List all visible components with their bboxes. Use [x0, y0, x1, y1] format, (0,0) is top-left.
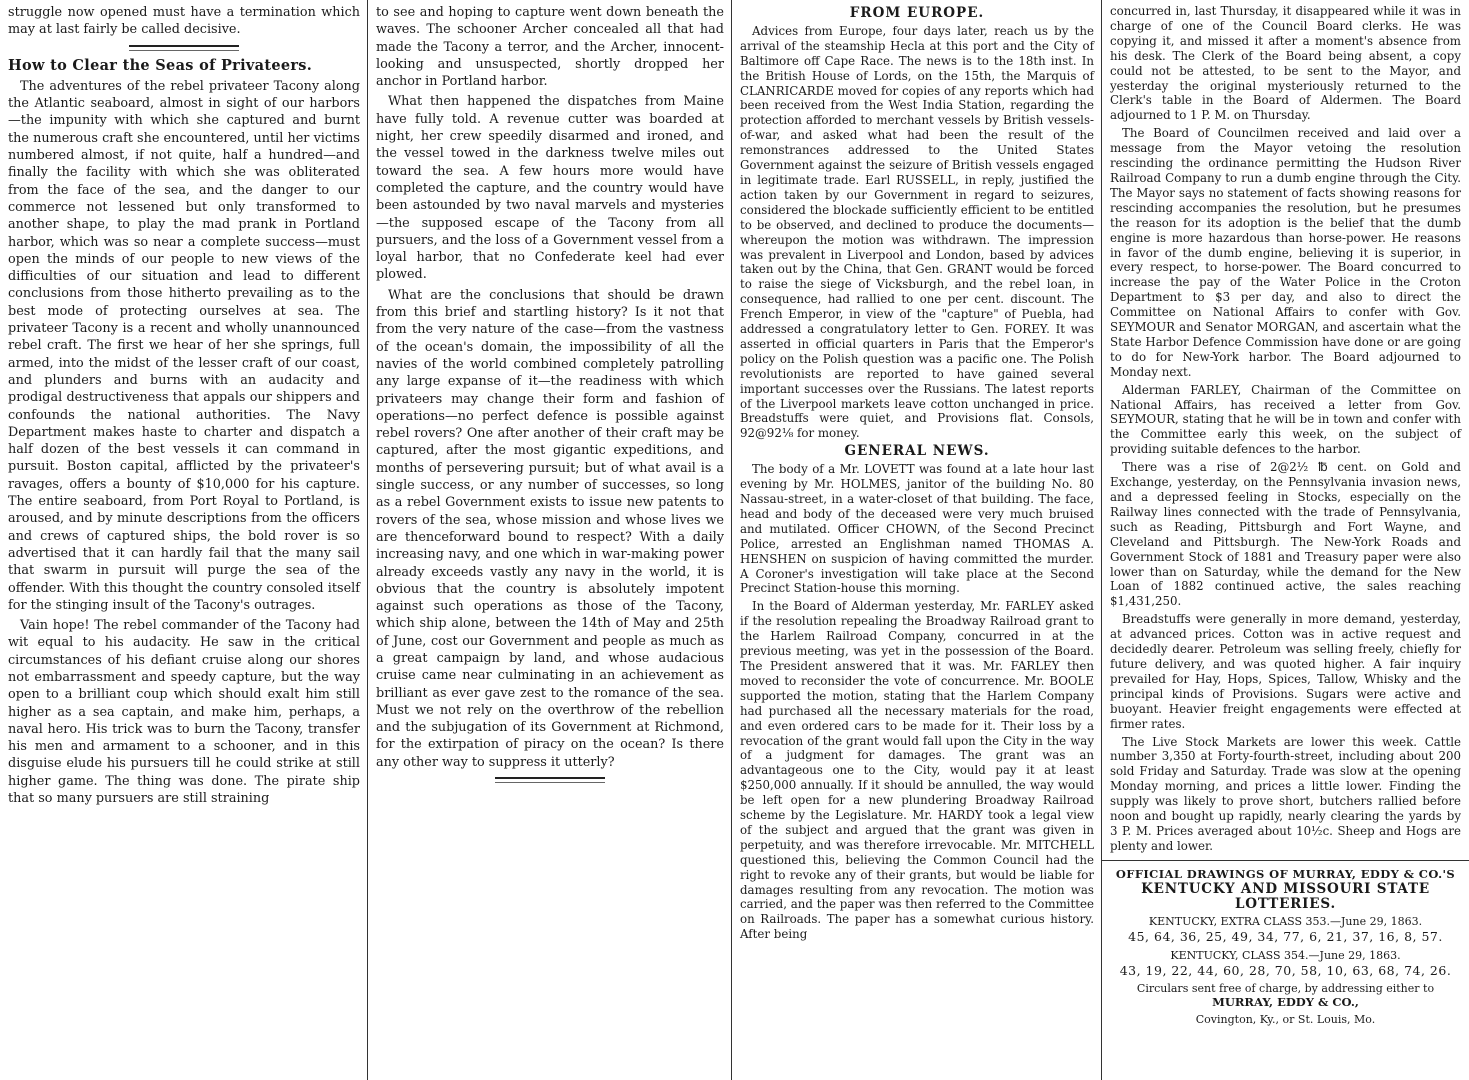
column-3	[732, 0, 1102, 1080]
paragraph: The Live Stock Markets are lower this week. Cattle number 3,350 at Forty-fourth-street, including about 200 sold Friday and Saturday. Trade was slow at the opening Monday morning, and prices a little lower. Finding the supply was likely to prove short, butchers rallied before noon and bought up rapidly, nearly clearing the yards by 3 P. M. Prices averaged about 10½c. Sheep and Hogs are plenty and lower.	[1110, 734, 1461, 853]
paragraph: Breadstuffs were generally in more demand, yesterday, at advanced prices. Cotton was in active request and decidedly dearer. Petroleum was selling freely, chiefly for future delivery, and was quoted higher. A fair inquiry prevailed for Hay, Hops, Spices, Tallow, Whisky and the principal kinds of Provisions. Sugars were active and buoyant. Heavier freight engagements were effected at firmer rates.	[1110, 612, 1461, 731]
lottery-footer: Circulars sent free of charge, by addressing either to	[1136, 982, 1435, 996]
column-1	[0, 0, 368, 1080]
divider	[1102, 860, 1469, 861]
paragraph: to see and hoping to capture went down beneath the waves. The schooner Archer concealed all that had made the Tacony a terror, and the Archer, innocent-looking and unsuspected, shortly dropped her anchor in Portland harbor.	[376, 5, 724, 90]
lottery-address: Covington, Ky., or St. Louis, Mo.	[1195, 1013, 1376, 1026]
divider	[495, 777, 605, 783]
lottery-numbers: 45, 64, 36, 25, 49, 34, 77, 6, 21, 37, 16, 8, 57.	[1128, 929, 1443, 945]
paragraph: Alderman FARLEY, Chairman of the Committee on National Affairs, has received a letter from Gov. SEYMOUR, stating that he will be in town and confer with the Committee early this week, on the subject of providing suitable defences to the harbor.	[1110, 382, 1461, 457]
lottery-advertisement	[1110, 867, 1461, 1026]
lottery-class: KENTUCKY, CLASS 354.—June 29, 1863.	[1170, 949, 1401, 963]
paragraph: Vain hope! The rebel commander of the Tacony had wit equal to his audacity. He saw in the critical circumstances of his defiant cruise along our shores not embarrassment and speedy capture, but the way open to a brilliant coup which should exalt him still higher as a sea captain, and make him, perhaps, a naval hero. His trick was to burn the Tacony, transfer his men and armament to a schooner, and in this disguise elude his pursuers till he could strike at still higher game. The thing was done. The pirate ship that so many pursuers are still straining	[8, 618, 360, 807]
paragraph: There was a rise of 2@2½ ℔ cent. on Gold and Exchange, yesterday, on the Pennsylvania invasion news, and a depressed feeling in Stocks, especially on the Railway lines connected with the trade of Pennsylvania, such as Reading, Pittsburgh and Fort Wayne, and Cleveland and Pittsburgh. The New-York Roads and Government Stock of 1881 and Treasury paper were also lower than on Saturday, while the demand for the New Loan of 1882 continued active, the sales reaching $1,431,250.	[1110, 460, 1461, 609]
paragraph: What are the conclusions that should be drawn from this brief and startling history? Is it not that from the very nature of the case—from the vastness of the ocean's domain, the impossibility of all the navies of the world combined completely patrolling any large expanse of it—the readiness with which privateers may change their form and fashion of operations—no perfect defence is possible against rebel rovers? One after another of their craft may be captured, after the most gigantic expeditions, and months of persevering pursuit; but of what avail is a single success, or any number of successes, so long as a rebel Government exists to issue new patents to rovers of the sea, whose mission and whose lives we are thenceforward bound to respect? With a daily increasing navy, and one which in war-making power already exceeds vastly any navy in the world, it is obvious that the country is absolutely impotent against such operations as those of the Tacony, which ship alone, between the 14th of May and 25th of June, cost our Government and people as much as a great campaign by land, and whose audacious cruise came near culminating in an achievement as brilliant as ever gave zest to the romance of the sea. Must we not rely on the overthrow of the rebellion and the subjugation of its Government at Richmond, for the extirpation of piracy on the ocean? Is there any other way to suppress it utterly?	[376, 287, 724, 770]
column-4	[1102, 0, 1469, 1080]
section-heading: FROM EUROPE.	[849, 5, 985, 21]
lottery-title: OFFICIAL DRAWINGS OF MURRAY, EDDY & CO.'S	[1115, 866, 1456, 881]
divider	[129, 45, 239, 51]
lottery-heading: KENTUCKY AND MISSOURI STATE LOTTERIES.	[1141, 880, 1430, 912]
paragraph: The body of a Mr. LOVETT was found at a late hour last evening by Mr. HOLMES, janitor of the building No. 80 Nassau-street, in a water-closet of that building. The face, head and body of the deceased were very much bruised and mutilated. Officer CHOWN, of the Second Precinct Police, arrested an Englishman named THOMAS A. HENSHEN on suspicion of having committed the murder. A Coroner's investigation will take place at the Second Precinct Station-house this morning.	[740, 462, 1094, 596]
paragraph: concurred in, last Thursday, it disappeared while it was in charge of one of the Council Board clerks. He was copying it, and missed it after a moment's absence from his desk. The Clerk of the Board being absent, a copy could not be attested, to be sent to the Mayor, and yesterday the original mysteriously returned to the Clerk's table in the Board of Aldermen. The Board adjourned to 1 P. M. on Thursday.	[1110, 4, 1461, 123]
article-headline: How to Clear the Seas of Privateers.	[8, 56, 313, 74]
paragraph: The Board of Councilmen received and laid over a message from the Mayor vetoing the resolution rescinding the ordinance permitting the Hudson River Railroad Company to run a dumb engine through the City. The Mayor says no statement of facts showing reasons for rescinding accompanies the resolution, but he presumes the reason for its adoption is the belief that the dumb engine is more hazardous than horse-power. He reasons in favor of the dumb engine, believing it is superior, in every respect, to horse-power. The Board concurred to increase the pay of the Water Police in the Croton Department to $3 per day, and also to direct the Committee on National Affairs to confer with Gov. SEYMOUR and Senator MORGAN, and ascertain what the State Harbor Defence Commission have done or are going to do for New-York harbor. The Board adjourned to Monday next.	[1110, 126, 1461, 379]
paragraph: struggle now opened must have a termination which may at last fairly be called decisive.	[8, 5, 360, 38]
lottery-class: KENTUCKY, EXTRA CLASS 353.—June 29, 1863.	[1148, 915, 1423, 929]
lottery-numbers: 43, 19, 22, 44, 60, 28, 70, 58, 10, 63, 68, 74, 26.	[1119, 963, 1452, 979]
column-2	[368, 0, 732, 1080]
paragraph: Advices from Europe, four days later, reach us by the arrival of the steamship Hecla at this port and the City of Baltimore off Cape Race. The news is to the 18th inst. In the British House of Lords, on the 15th, the Marquis of CLANRICARDE moved for copies of any reports which had been received from the West India Station, regarding the protection afforded to merchant vessels by British vessels-of-war, and asked what had been the result of the remonstrances addressed to the United States Government against the seizure of British vessels engaged in legitimate trade. Earl RUSSELL, in reply, justified the action taken by our Government in regard to seizures, considered the blockade sufficiently efficient to be entitled to be observed, and declined to produce the documents—whereupon the motion was withdrawn. The impression was prevalent in Liverpool and London, based by advices taken out by the China, that Gen. GRANT would be forced to raise the siege of Vicksburgh, and the rebel loan, in consequence, had rallied to one per cent. discount. The French Emperor, in view of the "capture" of Puebla, had addressed a congratulatory letter to Gen. FOREY. It was asserted in official quarters in Paris that the Emperor's policy on the Polish question was a pacific one. The Polish revolutionists are reported to have gained several important successes over the Russians. The latest reports of the Liverpool markets leave cotton unchanged in price. Breadstuffs were quiet, and Provisions flat. Consols, 92@92⅛ for money.	[740, 23, 1094, 441]
section-heading: GENERAL NEWS.	[844, 443, 990, 460]
paragraph: The adventures of the rebel privateer Tacony along the Atlantic seaboard, almost in sight of our harbors—the impunity with which she captured and burnt the numerous craft she encountered, until her victims numbered almost, if not quite, half a hundred—and finally the facility with which she was obliterated from the face of the sea, and the danger to our commerce not lessened but only transformed to another shape, to play the mad prank in Portland harbor, which was so near a complete success—must open the minds of our people to new views of the difficulties of our situation and lead to different conclusions from those hitherto prevailing as to the best mode of protecting ourselves at sea. The privateer Tacony is a recent and wholly unannounced rebel craft. The first we hear of her she springs, full armed, into the midst of the lesser craft of our coast, and plunders and burns with an audacity and prodigal destructiveness that appals our shippers and confounds the national authorities. The Navy Department makes haste to charter and dispatch a half dozen of the best vessels it can command in pursuit. Boston capital, afflicted by the privateer's ravages, offers a bounty of $10,000 for his capture. The entire seaboard, from Port Royal to Portland, is aroused, and by minute descriptions from the officers and crews of captured ships, the bold rover is so advertised that it can hardly fail that the many sail that swarm in pursuit will purge the sea of the offender. With this thought the country consoled itself for the stinging insult of the Tacony's outrages.	[8, 78, 360, 613]
paragraph: What then happened the dispatches from Maine have fully told. A revenue cutter was boarded at night, her crew speedily disarmed and ironed, and the vessel towed in the darkness twelve miles out toward the sea. A few hours more would have completed the capture, and the country would have been astounded by two naval marvels and mysteries—the supposed escape of the Tacony from all pursuers, and the loss of a Government vessel from a loyal harbor, that no Confederate keel had ever plowed.	[376, 94, 724, 283]
paragraph: In the Board of Alderman yesterday, Mr. FARLEY asked if the resolution repealing the Broadway Railroad grant to the Harlem Railroad Company, concurred in at the previous meeting, was yet in the possession of the Board. The President answered that it was. Mr. FARLEY then moved to reconsider the vote of concurrence. Mr. BOOLE supported the motion, stating that the Harlem Company had purchased all the necessary materials for the road, and even ordered cars to be made for it. Their loss by a revocation of the grant would fall upon the City in the way of a judgment for damages. The grant was an advantageous one to the City, would pay it at least $250,000 annually. If it should be annulled, the way would be left open for a new plundering Broadway Railroad scheme by the Legislature. Mr. HARDY took a legal view of the subject and argued that the grant was given in perpetuity, and was therefore irrevocable. Mr. MITCHELL questioned this, believing the Common Council had the right to revoke any of their grants, but would be liable for damages resulting from any revocation. The motion was carried, and the paper was then referred to the Committee on Railroads. The paper has a somewhat curious history. After being	[740, 599, 1094, 942]
lottery-company: MURRAY, EDDY & CO.,	[1212, 995, 1359, 1010]
